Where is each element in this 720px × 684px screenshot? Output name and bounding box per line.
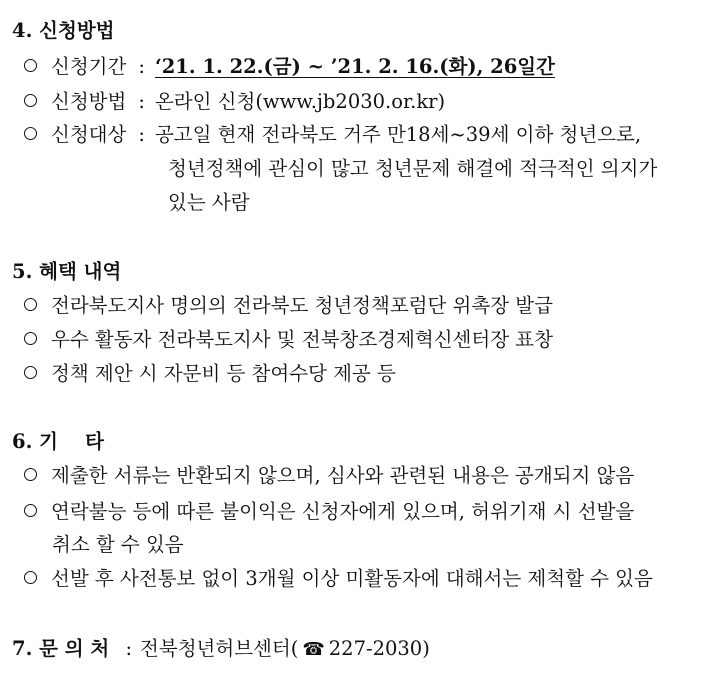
bullet-circle-icon [24,127,37,140]
section-6-heading: 6. 기 타 [12,430,104,453]
colon-separator: : [138,123,145,146]
colon-separator: : [138,55,145,78]
application-method-row [24,87,445,117]
benefit-item [24,291,553,321]
contact-phone: 227-2030) [328,637,430,660]
application-target-label: 신청대상 [51,123,127,146]
application-period-row [24,52,555,82]
bullet-circle-icon [24,94,37,107]
other-item [24,497,634,527]
section-5-heading: 5. 혜택 내역 [12,260,122,283]
benefit-item [24,359,396,389]
application-period-label: 신청기간 [51,55,127,78]
application-target-value-line3: 있는 사람 [168,191,250,214]
section-4-heading: 4. 신청방법 [12,19,115,42]
bullet-circle-icon [24,298,37,311]
bullet-circle-icon [24,332,37,345]
other-item-text: 제출한 서류는 반환되지 않으며, 심사와 관련된 내용은 공개되지 않음 [51,464,635,487]
colon-separator: : [138,90,145,113]
benefit-item-text: 우수 활동자 전라북도지사 및 전북창조경제혁신센터장 표창 [51,328,553,351]
other-item [24,564,653,594]
bullet-circle-icon [24,571,37,584]
application-method-label: 신청방법 [51,90,127,113]
bullet-circle-icon [24,366,37,379]
other-item-text: 연락불능 등에 따른 불이익은 신청자에게 있으며, 허위기재 시 선발을 [51,500,635,523]
section-7-heading: 7. 문 의 처 [12,637,110,660]
contact-colon: : [125,637,133,660]
other-item-text: 선발 후 사전통보 없이 3개월 이상 미활동자에 대해서는 제척할 수 있음 [51,567,653,590]
application-target-value-line1: 공고일 현재 전라북도 거주 만18세~39세 이하 청년으로, [154,123,642,146]
bullet-circle-icon [24,59,37,72]
application-target-row [24,120,641,150]
contact-name: 전북청년허브센터( [140,637,299,660]
application-target-value-line2: 청년정책에 관심이 많고 청년문제 해결에 적극적인 의지가 [168,157,658,180]
bullet-circle-icon [24,468,37,481]
contact-row [12,634,430,664]
application-method-value: 온라인 신청(www.jb2030.or.kr) [154,90,446,113]
application-period-value: ‘21. 1. 22.(금) ~ ’21. 2. 16.(화), 26일간 [154,55,555,78]
benefit-item [24,325,553,355]
benefit-item-text: 정책 제안 시 자문비 등 참여수당 제공 등 [51,362,396,385]
other-item-continuation: 취소 할 수 있음 [52,533,184,556]
telephone-icon: ☎ [302,639,325,660]
bullet-circle-icon [24,504,37,517]
other-item [24,461,634,491]
benefit-item-text: 전라북도지사 명의의 전라북도 청년정책포럼단 위촉장 발급 [51,294,553,317]
